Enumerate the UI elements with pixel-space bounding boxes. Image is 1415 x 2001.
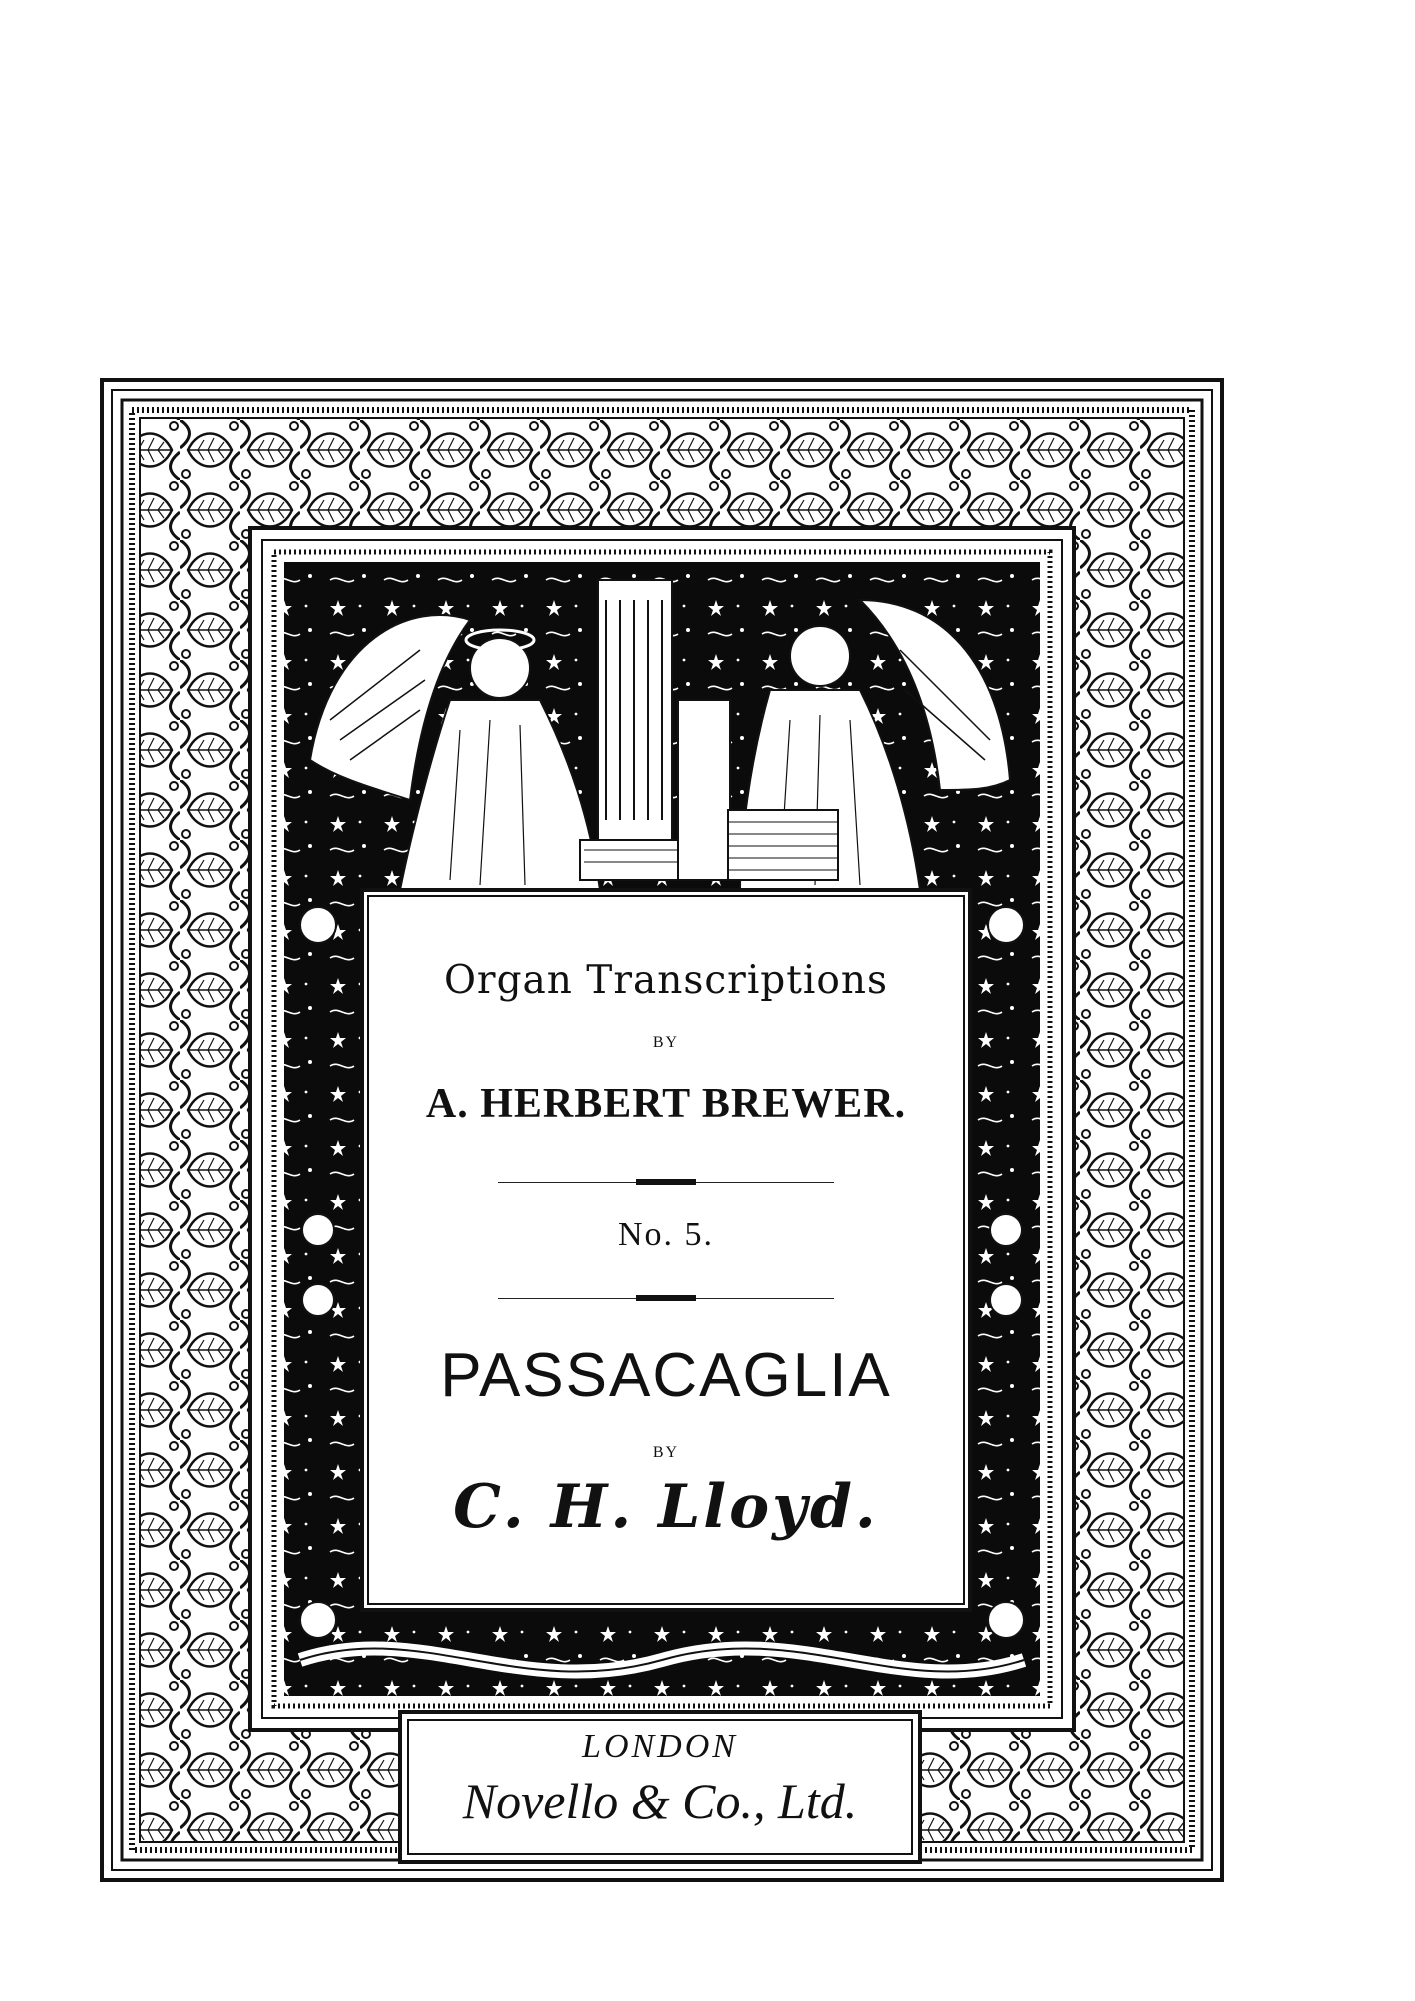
divider-bottom-bar [636, 1295, 696, 1301]
publisher-imprint [412, 1720, 908, 1852]
volume-number: No. 5. [617, 1216, 715, 1253]
imprint-publisher: Novello & Co., Ltd. [462, 1773, 858, 1829]
imprint-city: LONDON [582, 1728, 738, 1765]
composer-name: C. H. Lloyd. [453, 1472, 879, 1542]
divider-top-bar [636, 1179, 696, 1185]
series-title: Organ Transcriptions [443, 958, 889, 1003]
piece-title: PASSACAGLIA [440, 1341, 892, 1410]
title-panel [372, 900, 960, 1600]
by-label-2: BY [652, 1444, 680, 1461]
by-label-1: BY [652, 1034, 680, 1051]
arranger-name: A. HERBERT BREWER. [425, 1081, 907, 1127]
